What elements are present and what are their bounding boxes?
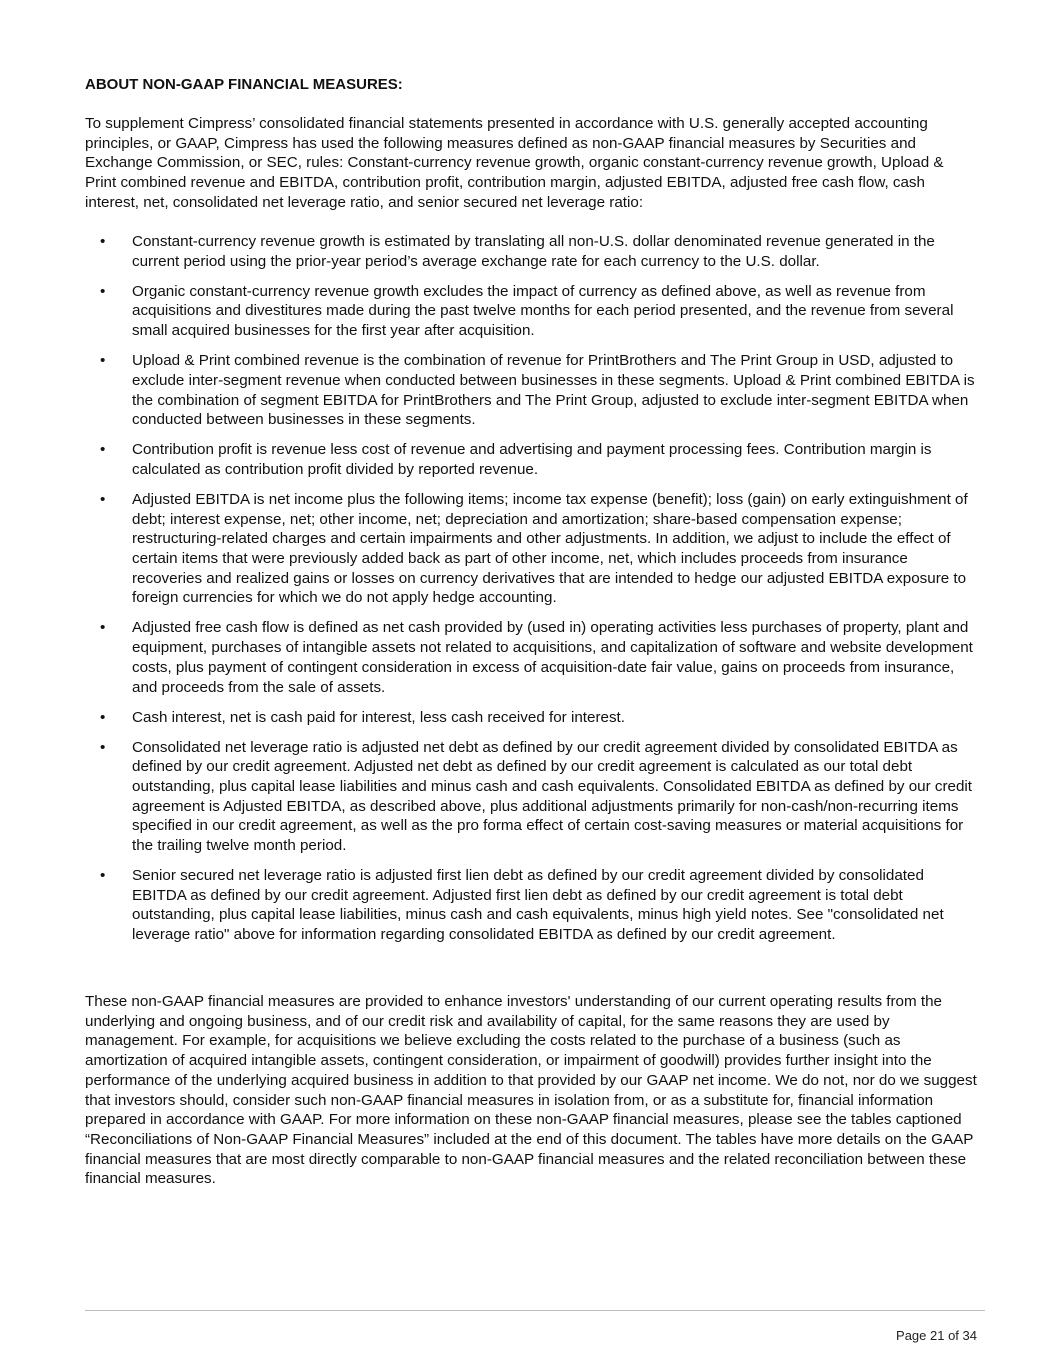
bullet-marker: • xyxy=(100,867,106,885)
list-item-text: Adjusted EBITDA is net income plus the following items; income tax expense (benefit); loss (gain) on early extinguishment of debt; interest expense, net; other income, net; depreciation and amortization; share-based compensation expense; restructuring-related charges and certain impairments and other adjustments. In addition, we adjust to include the effect of certain items that were previously added back as part of other income, net, which includes proceeds from insurance recoveries and realized gains or losses on currency derivatives that are intended to hedge our adjusted EBITDA exposure to foreign currencies for which we do not apply hedge accounting. xyxy=(132,490,968,607)
list-item-text: Organic constant-currency revenue growth excludes the impact of currency as defined above, as well as revenue from acquisitions and divestitures made during the past twelve months for each period presented, and the revenue from several small acquired businesses for the first year after acquisition. xyxy=(132,282,954,340)
footer-divider xyxy=(85,1310,985,1311)
bullet-marker: • xyxy=(100,233,106,250)
list-item-text: Adjusted free cash flow is defined as net cash provided by (used in) operating activities less purchases of property, plant and equipment, purchases of intangible assets not related to acquisitions, and capitalization of software and website development costs, plus payment of contingent consideration in excess of acquisition-date fair value, gains on proceeds from insurance, and proceeds from the sale of assets. xyxy=(132,619,973,696)
page-number: Page 21 of 34 xyxy=(896,1328,977,1343)
bullet-marker: • xyxy=(100,282,106,300)
list-item xyxy=(85,232,977,271)
list-item xyxy=(85,618,977,697)
bullet-marker: • xyxy=(100,738,106,756)
list-item-text: Contribution profit is revenue less cost of revenue and advertising and payment processing fees. Contribution margin is calculated as contribution profit divided by reported revenue. xyxy=(132,441,932,478)
list-item-text: Senior secured net leverage ratio is adjusted first lien debt as defined by our credit agreement divided by consolidated EBITDA as defined by our credit agreement. Adjusted first lien debt as defined by our credit agreement is total debt outstanding, plus capital lease liabilities, minus cash and cash equivalents, minus high yield notes. See "consolidated net leverage ratio" above for information regarding consolidated EBITDA as defined by our credit agreement. xyxy=(132,867,944,944)
bullet-marker: • xyxy=(100,619,106,637)
list-item xyxy=(85,708,977,728)
list-item-text: Constant-currency revenue growth is estimated by translating all non-U.S. dollar denominated revenue generated in the current period using the prior-year period’s average exchange rate for each currency to the U.S. dollar. xyxy=(132,233,935,270)
list-item xyxy=(85,440,977,479)
intro-paragraph: To supplement Cimpress’ consolidated financial statements presented in accordance with U.S. generally accepted accounting principles, or GAAP, Cimpress has used the following measures defined as non-GAAP financial measures by Securities and Exchange Commission, or SEC, rules: Constant-currency revenue growth, organic constant-currency revenue growth, Upload & Print combined revenue and EBITDA, contribution profit, contribution margin, adjusted EBITDA, adjusted free cash flow, cash interest, net, consolidated net leverage ratio, and senior secured net leverage ratio: xyxy=(85,115,944,211)
list-item xyxy=(85,351,977,430)
section-heading: ABOUT NON-GAAP FINANCIAL MEASURES: xyxy=(85,76,403,93)
list-item xyxy=(85,866,977,945)
bullet-marker: • xyxy=(100,708,106,726)
list-item xyxy=(85,282,977,341)
closing-paragraph: These non-GAAP financial measures are provided to enhance investors' understanding of our current operating results from the underlying and ongoing business, and of our credit risk and availability of capital, for the same reasons they are used by management. For example, for acquisitions we believe excluding the costs related to the purchase of a business (such as amortization of acquired intangible assets, contingent consideration, or impairment of goodwill) provides further insight into the performance of the underlying acquired business in addition to that provided by our GAAP net income. We do not, nor do we suggest that investors should, consider such non-GAAP financial measures in isolation from, or as a substitute for, financial information prepared in accordance with GAAP. For more information on these non-GAAP financial measures, please see the tables captioned “Reconciliations of Non-GAAP Financial Measures” included at the end of this document. The tables have more details on the GAAP financial measures that are most directly comparable to non-GAAP financial measures and the related reconciliation between these financial measures. xyxy=(85,993,977,1188)
bullet-marker: • xyxy=(100,490,106,508)
list-item xyxy=(85,738,977,856)
bullet-marker: • xyxy=(100,441,106,459)
definitions-list xyxy=(85,232,977,955)
list-item xyxy=(85,490,977,608)
list-item-text: Consolidated net leverage ratio is adjusted net debt as defined by our credit agreement divided by consolidated EBITDA as defined by our credit agreement. Adjusted net debt as defined by our credit agreement is calculated as our total debt outstanding, plus capital lease liabilities and minus cash and cash equivalents. Consolidated EBITDA as defined by our credit agreement is Adjusted EBITDA, as described above, plus additional adjustments primarily for non-cash/non-recurring items specified in our credit agreement, as well as the pro forma effect of certain cost-saving measures or material acquisitions for the trailing twelve month period. xyxy=(132,738,973,855)
list-item-text: Upload & Print combined revenue is the combination of revenue for PrintBrothers and The Print Group in USD, adjusted to exclude inter-segment revenue when conducted between businesses in these segments. Upload & Print combined EBITDA is the combination of segment EBITDA for PrintBrothers and The Print Group, adjusted to exclude inter-segment EBITDA when conducted between businesses in these segments. xyxy=(132,352,975,429)
list-item-text: Cash interest, net is cash paid for interest, less cash received for interest. xyxy=(132,708,625,726)
bullet-marker: • xyxy=(100,352,106,370)
